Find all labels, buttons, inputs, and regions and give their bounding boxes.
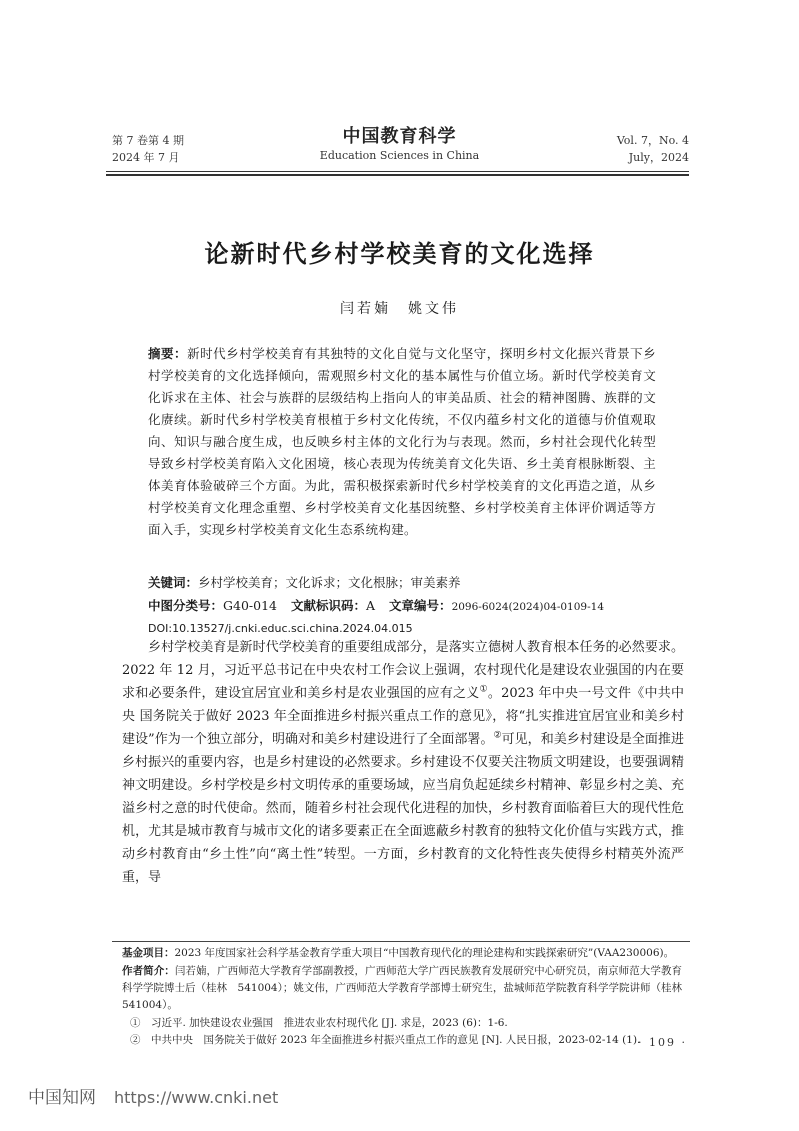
volume-en: Vol. 7，No. 4	[616, 134, 689, 147]
reference-2: ② 中共中央 国务院关于做好 2023 年全面推进乡村振兴重点工作的意见 [N]. 人民日报，2023-02-14 (1).	[130, 1034, 641, 1046]
author-note	[122, 963, 693, 1014]
footnote-mark-2[interactable]: ②	[493, 730, 502, 741]
footnote-rule	[112, 941, 690, 942]
article-no-label: 文章编号：	[389, 598, 452, 613]
body-text-part2: 。2023 年中央一号文件《中共中央 国务院关于做好 2023 年全面推进乡村振兴重点工作的意见》，将“扎实推进宜居宜业和美乡村建设”作为一个独立部分，明确对和美乡村建设进行了全面部署。	[122, 686, 684, 747]
journal-name-cn: 中国教育科学	[342, 126, 457, 147]
fund-label: 基金项目：	[122, 947, 175, 959]
author-label: 作者简介：	[122, 965, 175, 977]
date-en: July，2024	[628, 151, 689, 164]
doi: DOI:10.13527/j.cnki.educ.sci.china.2024.04.015	[148, 622, 413, 635]
keywords-line	[148, 573, 461, 593]
fund-text: 2023 年度国家社会科学基金教育学重大项目“中国教育现代化的理论建构和实践探索研究”(VAA230006)。	[174, 947, 675, 959]
body-text-part1: 乡村学校美育是新时代学校美育的重要组成部分，是落实立德树人教育根本任务的必然要求。2022 年 12 月，习近平总书记在中央农村工作会议上强调，农村现代化是建设农业强国的内在要求和必要条件，建设宜居宜业和美乡村是农业强国的应有之义	[122, 640, 684, 701]
keywords-text: 乡村学校美育；文化诉求；文化根脉；审美素养	[198, 575, 461, 590]
body-paragraph	[122, 636, 684, 889]
abstract-text: 新时代乡村学校美育有其独特的文化自觉与文化坚守，探明乡村文化振兴背景下乡村学校美育的文化选择倾向，需观照乡村文化的基本属性与价值立场。新时代学校美育文化诉求在主体、社会与族群的层级结构上指向人的审美品质、社会的精神图腾、族群的文化赓续。新时代乡村学校美育根植于乡村文化传统，不仅内蕴乡村文化的道德与价值观取向、知识与融合度生成，也反映乡村主体的文化行为与表现。然而，乡村社会现代化转型导致乡村学校美育陷入文化困境，核心表现为传统美育文化失语、乡土美育根脉断裂、主体美育体验破碎三个方面。为此，需积极探索新时代乡村学校美育的文化再造之道，从乡村学校美育文化理念重塑、乡村学校美育文化基因统整、乡村学校美育主体评价调适等方面入手，实现乡村学校美育文化生态系统构建。	[148, 346, 656, 537]
cnki-brand: 中国知网	[28, 1088, 96, 1108]
body-text-part3: 可见，和美乡村建设是全面推进乡村振兴的重要内容，也是乡村建设的必然要求。乡村建设不仅要关注物质文明建设，也要强调精神文明建设。乡村学校是乡村文明传承的重要场域，应当肩负起延续乡村精神、彰显乡村之美、充溢乡村之意的时代使命。然而，随着乡村社会现代化进程的加快，乡村教育面临着巨大的现代性危机，尤其是城市教育与城市文化的诸多要素正在全面遮蔽乡村教育的独特文化价值与实践方式，推动乡村教育由“乡土性”向“离土性”转型。一方面，乡村教育的文化特性丧失使得乡村精英外流严重，导	[122, 732, 684, 885]
header-right	[617, 132, 689, 166]
journal-name-en: Education Sciences in China	[319, 149, 480, 162]
cnki-url[interactable]: https://www.cnki.net	[114, 1088, 279, 1107]
header-rule-top	[106, 171, 689, 172]
doc-code-label: 文献标识码：	[291, 598, 367, 613]
page-number: · 109 ·	[638, 1036, 687, 1049]
fund-note	[122, 945, 682, 962]
cnki-footer[interactable]	[28, 1083, 278, 1108]
clc-value: G40-014	[223, 598, 277, 613]
classification-line	[148, 596, 604, 617]
abstract	[148, 343, 656, 541]
clc-label: 中图分类号：	[148, 598, 224, 613]
keywords-label: 关键词：	[148, 575, 199, 590]
article-title: 论新时代乡村学校美育的文化选择	[204, 240, 595, 268]
header-rule-bottom	[106, 174, 689, 176]
abstract-label: 摘要：	[148, 346, 188, 361]
date-cn: 2024 年 7 月	[112, 151, 180, 164]
volume-issue: 第 7 卷第 4 期	[112, 134, 184, 147]
article-authors: 闫若婻 姚文伟	[340, 301, 459, 317]
doc-code-value: A	[366, 598, 376, 613]
author-text: 闫若婻，广西师范大学教育学部副教授，广西师范大学广西民族教育发展研究中心研究员，南京师范大学教育科学学院博士后（桂林 541004）；姚文伟，广西师范大学教育学部博士研究生，盐城师范学院教育科学学院讲师（桂林 541004）。	[122, 965, 693, 1011]
reference-1: ① 习近平. 加快建设农业强国 推进农业农村现代化 [J]. 求是，2023 (6)：1-6.	[130, 1017, 508, 1029]
article-no-value: 2096-6024(2024)04-0109-14	[451, 601, 605, 613]
footnote-mark-1[interactable]: ①	[479, 684, 488, 695]
